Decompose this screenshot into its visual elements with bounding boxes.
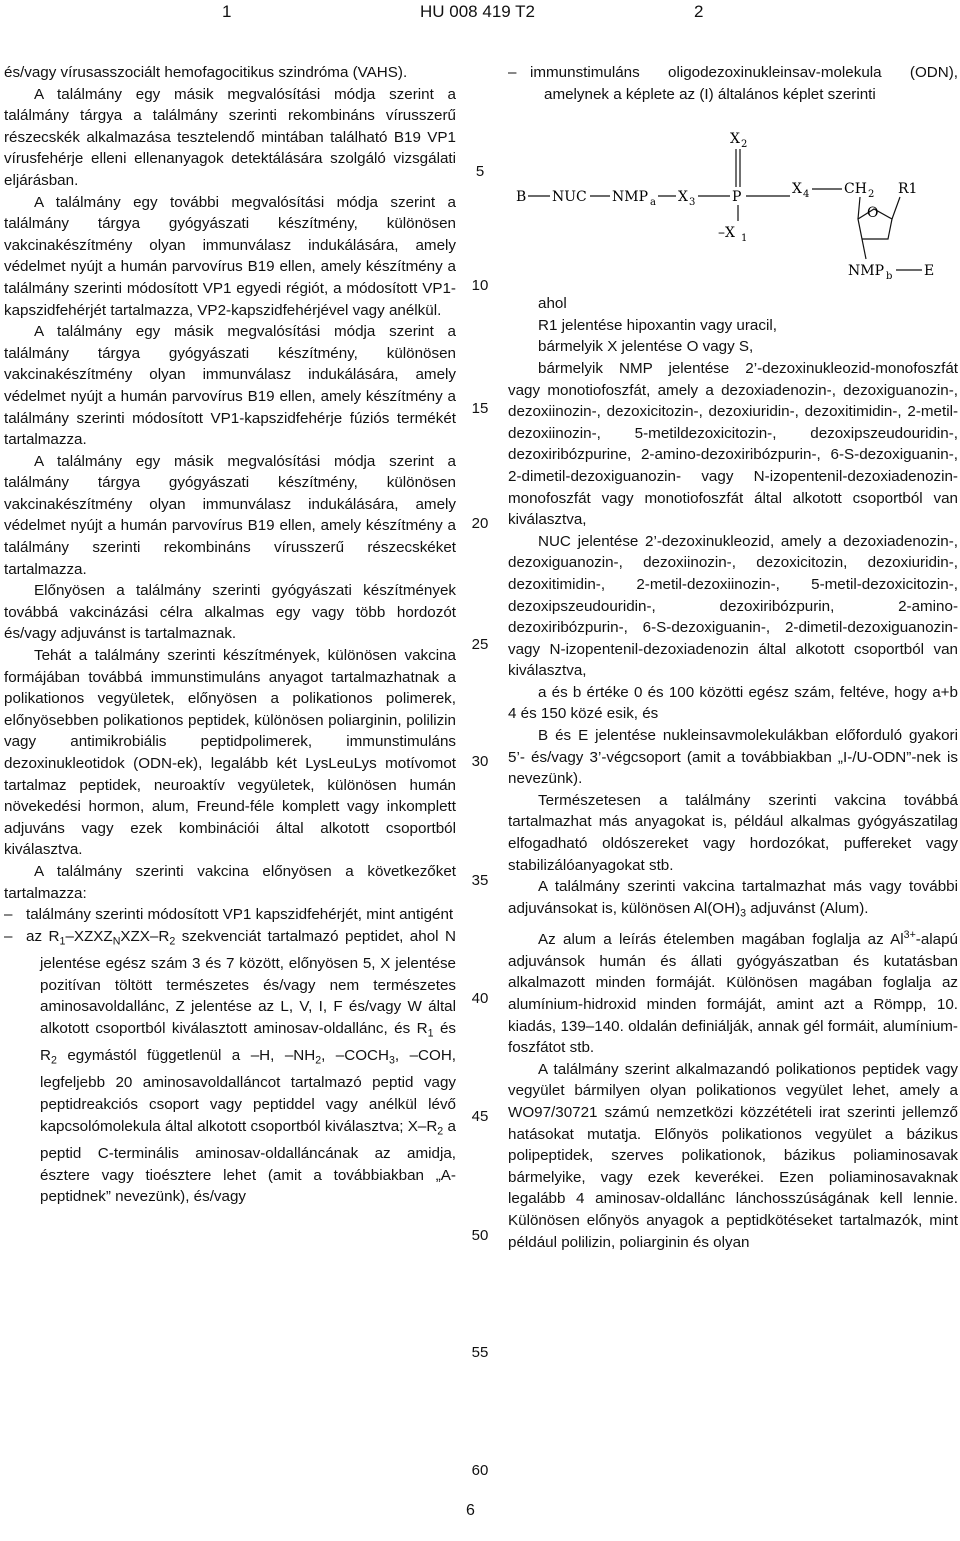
- page-footer: [466, 1502, 475, 1520]
- text-run: szekvenciát tartalmazó peptidet, ahol N jelentése egész szám 3 és 7 között, előnyösen 5, X jelentése pozitívan töltött természetes és/vagy nem természetes aminosavoldallánc, Z jelentése az L, V, I, F és/vagy W által alkotott csoportból kiválasztott aminosav-oldallánc, és R: [40, 927, 456, 1037]
- text-run: és R: [40, 1019, 456, 1065]
- left-column: [4, 62, 456, 1208]
- list-item: [508, 62, 958, 105]
- bond: [892, 197, 900, 219]
- definition-text: B és E jelentése nukleinsavmolekulákban előforduló gyakori 5’- és/vagy 3’-végcsoport (amit a továbbiakban „I-/U-ODN”-nek is nevezünk).: [508, 727, 958, 788]
- line-number: 20: [471, 515, 489, 532]
- line-number: 10: [471, 277, 489, 294]
- list-item: [4, 926, 456, 1208]
- formula-X3: X: [678, 189, 688, 206]
- list-dash: –: [4, 927, 13, 945]
- text-run: –XZXZ: [65, 927, 113, 945]
- text-run: A találmány szerinti vakcina tartalmazhat más vagy további adjuvánsokat is, különösen Al(OH): [508, 878, 958, 917]
- definition-be: [508, 725, 958, 790]
- definition-r1: R1 jelentése hipoxantin vagy uracil,: [538, 316, 777, 334]
- formula-NMPa: NMP: [612, 189, 649, 206]
- line-number: 55: [471, 1344, 489, 1361]
- line-number: 45: [471, 1108, 489, 1125]
- formula-x2-sub: 2: [741, 139, 748, 151]
- formula-E: E: [924, 263, 935, 280]
- text-run: , –COCH: [321, 1047, 389, 1065]
- definition-text: bármelyik NMP jelentése 2’-dezoxinukleozid-monofoszfát vagy monotiofoszfát, amely a dezoxiadenozin-, dezoxiguanozin-, dezoxiinozin-, dezoxicitozin-, dezoxiuridin-, dezoxitimidin-, 2-metil-dezoxiinozin-, 5-metildezoxicitozin-, dezoxipszeudouridin-, dezoxiribózpurine, 2-amino-dezoxiribózpurin-, 6-S-dezoxiguanin-, 2-dimetil-dezoxiguanozin- vagy N-izopentenil-dezoxiadenozin-monofoszfát vagy monotiofoszfát által alkotott csoportból van kiválasztva,: [508, 359, 958, 529]
- bond: [858, 197, 860, 219]
- list-item-text: immunstimuláns oligodezoxinukleinsav-molekula (ODN), amelynek a képlete az (I) általános képlet szerinti: [530, 64, 958, 103]
- list-dash: –: [4, 906, 13, 924]
- subscript: 2: [50, 1054, 57, 1067]
- formula-NUC: NUC: [552, 189, 587, 206]
- right-column: [508, 62, 958, 1253]
- subscript: 2: [437, 1125, 444, 1138]
- page-number-left: 1: [222, 2, 232, 21]
- definition-ab: [508, 682, 958, 725]
- formula-x4-sub: 4: [803, 189, 810, 201]
- subscript: 1: [427, 1027, 434, 1040]
- page-number-right: 2: [694, 2, 704, 21]
- paragraph: A találmány egy másik megvalósítási módja szerint a találmány tárgya gyógyászati készítmény, különösen vakcinakészítmény olyan immunválasz indukálására, amely védelmet nyújt a humán parvovírus B19 ellen, amely készítmény a találmány szerinti módosított VP1-kapszidfehérje fúziós termékét tartalmazza.: [4, 323, 456, 449]
- formula-x3-sub: 3: [689, 197, 696, 209]
- subscript: 2: [315, 1054, 322, 1067]
- paragraph: A találmány egy másik megvalósítási módja szerint a találmány tárgya gyógyászati készítmény, különösen vakcinakészítmény olyan immunválasz indukálására, amely védelmet nyújt a humán parvovírus B19 ellen, amely készítmény a találmány szerinti rekombináns vírusszerű részecskéket tartalmazza.: [4, 452, 456, 578]
- footer-page-number: 6: [466, 1502, 475, 1519]
- definition-x: bármelyik X jelentése O vagy S,: [538, 338, 754, 356]
- text-run: , –COH, legfeljebb 20 aminosavoldalláncot tartalmazó peptid vagy peptidreakciós csoport vagy peptiddel vagy anélkül lévő kapcsolómolekula által alkotott csoportból kiválasztva; X–R: [40, 1047, 457, 1135]
- definition-nmp: [508, 358, 958, 531]
- subscript: 3: [388, 1054, 395, 1067]
- text-run: egymástól függetlenül a –H, –NH: [56, 1047, 316, 1065]
- formula-a-sub: a: [650, 197, 656, 209]
- paragraph: Természetesen a találmány szerinti vakcina továbbá tartalmazhat más anyagokat is, például alkalmas gyógyászatilag elfogadható oldószereket vagy hordozókat, puffereket vagy stabilizálóanyagokat stb.: [508, 791, 958, 874]
- ahol-label: ahol: [538, 295, 567, 313]
- definitions: [508, 293, 958, 790]
- formula-B: B: [516, 189, 527, 206]
- formula-NMPb: NMP: [848, 263, 885, 280]
- paragraph: és/vagy vírusasszociált hemofagocitikus szindróma (VAHS).: [4, 64, 408, 81]
- line-numbers: [460, 0, 500, 1541]
- line-number: 50: [471, 1227, 489, 1244]
- line-number: 15: [471, 400, 489, 417]
- definition-text: NUC jelentése 2’-dezoxinukleozid, amely a dezoxiadenozin-, dezoxiguanozin-, dezoxiinozin-, dezoxicitozin, dezoxiuridin-, dezoxitimidin-, 2-metil-dezoxiinozin-, 5-metil-dezoxicitozin-, dezoxipszeudouridin-, dezoxiribózpurin, 2-amino-dezoxiribózpurin-, 6-S-dezoxiguanin-, 2-dimetil-dezoxiguanozin- vagy N-izopentenil-dezoxiadenozin által alkotott csoportból van kiválasztva,: [508, 532, 958, 680]
- line-number: 30: [471, 753, 489, 770]
- line-number: 5: [475, 163, 485, 180]
- formula-X4: X: [792, 181, 802, 198]
- list-item: [4, 904, 456, 926]
- line-number: 40: [471, 990, 489, 1007]
- text-run: a peptid C-terminális aminosav-oldalláncának az amidja, észtere vagy tioésztere lehet (amit a továbbiakban „A-peptidnek” nevezünk), és/vagy: [40, 1117, 456, 1206]
- formula-O: O: [867, 205, 879, 222]
- subscript: 2: [169, 935, 176, 948]
- line-number: 35: [471, 872, 489, 889]
- formula-P: P: [732, 189, 742, 206]
- list-dash: –: [508, 64, 517, 81]
- formula-CH2: CH: [844, 181, 867, 198]
- formula-x1-sub: 1: [741, 233, 748, 245]
- paragraph: [508, 876, 958, 925]
- superscript: 3+: [903, 929, 916, 942]
- formula-X2: X: [730, 131, 740, 148]
- formula-R1: R1: [898, 181, 918, 198]
- definition-text: a és b értéke 0 és 100 közötti egész szám, feltéve, hogy a+b 4 és 150 közé esik, és: [508, 683, 958, 723]
- formula-diagram: [508, 113, 958, 285]
- formula-X1: –X: [718, 225, 735, 242]
- paragraph: A találmány szerint alkalmazandó polikationos peptidek vagy vegyület bármilyen olyan polikationos vegyület lehet, amely a WO97/30721 számú nemzetközi közzétételi irat szerinti jellemző hatásokat mutatja. Előnyös polikationos vegyület a bázikus polipeptidek, szerves polikationok, bázikus poliaminosavak bármelyike, vagy ezek keverékei. Ezen poliaminosavaknak legalább 4 aminosav-oldallánc lánchosszúságának kell lennie. Különösen előnyös anyagok a peptidkötéseket tartalmazók, mint például polilizin, poliarginin és olyan: [508, 1060, 958, 1251]
- text-run: XZX–R: [120, 927, 170, 945]
- text-run: adjuvánst (Alum).: [746, 899, 869, 917]
- text-run: az R: [26, 927, 60, 945]
- definition-nuc: [508, 531, 958, 682]
- paragraph: A találmány szerinti vakcina előnyösen a következőket tartalmazza:: [4, 862, 456, 902]
- paragraph: Tehát a találmány szerinti készítmények, különösen vakcina formájában továbbá immunstimuláns anyagot tartalmazhatnak a polikationos vegyületek, előnyösen a polikationos polimerek, előnyösebben polikationos peptidek, különösen poliarginin, polilizin vagy antimikrobiális peptidpolimerek, immunstimuláns dezoxinukleotidok (ODN-ek), legalább két LysLeuLys motívomot tartalmaz peptidek, neuroaktív vegyületek, különösen humán növekedési hormon, alum, Freund-féle komplett vagy inkomplett adjuváns vagy ezek kombinációi által alkotott csoportból kiválasztva.: [4, 647, 456, 859]
- patent-number: HU 008 419 T2: [420, 2, 535, 21]
- chemical-formula: [508, 113, 958, 285]
- text-run: Az alum a leírás ételemben magában foglalja az Al: [538, 931, 904, 949]
- list-item-text: találmány szerinti módosított VP1 kapszidfehérjét, mint antigént: [26, 906, 454, 924]
- paragraph: [508, 925, 958, 1059]
- paragraph: A találmány egy másik megvalósítási módja szerint a találmány tárgya a találmány szerinti rekombináns vírusszerű részecskék alkalmazása tesztelendő mintában található B19 VP1 vírusfehérje elleni ellenanyagok detektálására szolgáló vizsgálati eljárásban.: [4, 85, 456, 189]
- bond: [862, 239, 866, 259]
- line-number: 25: [471, 636, 489, 653]
- line-number: 60: [471, 1462, 489, 1479]
- paragraph: Előnyösen a találmány szerinti gyógyászati készítmények továbbá vakcinázási célra alkalmas egy vagy több hordozót és/vagy adjuvánst is tartalmaznak.: [4, 582, 456, 643]
- text-run: -alapú adjuvánsok humán és állati gyógyászatban és kutatásban alkalmazott minden formáját. Különösen magában foglalja az alumínium-hidroxid minden formáját, amint azt a Römpp, 10. kiadás, 139–140. oldalán definiálják, annak gél formáit, alumínium-foszfátot stb.: [508, 931, 958, 1057]
- paragraph: A találmány egy további megvalósítási módja szerint a találmány tárgya gyógyászati készítmény, különösen vakcinakészítmény olyan immunválasz indukálására, amely védelmet nyújt a humán parvovírus B19 ellen, amely készítmény a találmány szerinti módosított VP1 egyedi régiót, a módosított VP1-kapszidfehérjét tartalmazza, VP2-kapszidfehérjével vagy anélkül.: [4, 193, 456, 319]
- subscript: N: [112, 935, 121, 948]
- formula-b-sub: b: [886, 271, 893, 283]
- subscript: 1: [59, 935, 66, 948]
- formula-ch2-sub: 2: [868, 189, 875, 201]
- subscript: 3: [740, 907, 747, 920]
